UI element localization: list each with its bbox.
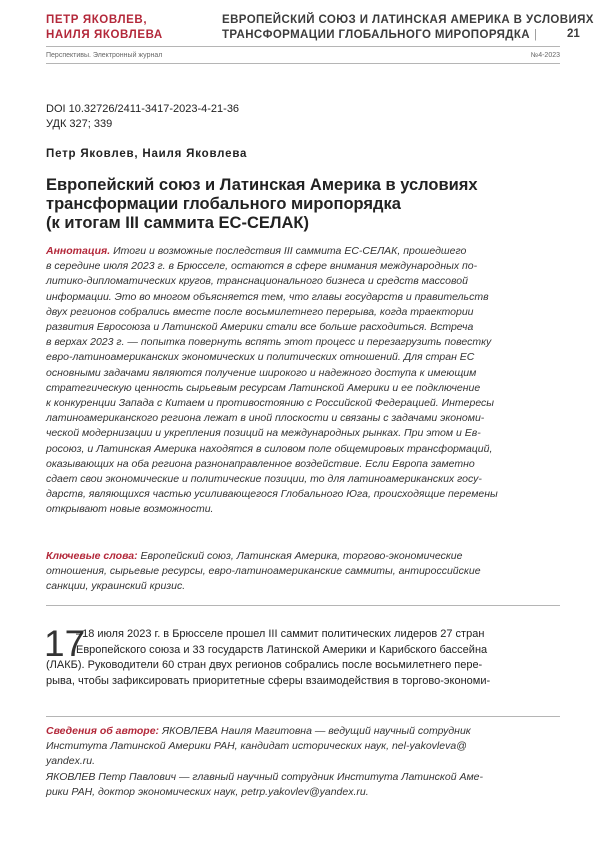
author-info-line: yandex.ru. xyxy=(46,755,96,768)
body-line: рыва, чтобы зафиксировать приоритетные сферы взаимодействия в торгово-экономи- xyxy=(46,674,491,687)
abstract-line: евро-латиноамериканских экономических и политических отношений. Для стран ЕС xyxy=(46,351,475,364)
header-separator: | xyxy=(534,29,538,41)
abstract-first-line: Итоги и возможные последствия III саммита ЕС-СЕЛАК, прошедшего xyxy=(113,245,467,257)
abstract-line: развития Евросоюза и Латинской Америки стали все больше расходиться. Встреча xyxy=(46,321,474,334)
running-header-authors xyxy=(46,13,206,43)
abstract-line: латиноамериканского региона лежат в иной плоскости и связаны с задачами экономи- xyxy=(46,412,485,425)
page-number: 21 xyxy=(567,28,580,40)
footnote-rule xyxy=(46,716,560,717)
subheader-rule xyxy=(46,63,560,64)
abstract-line: росоюз, и Латинская Америка находятся в силовом поле общемировых трансформаций, xyxy=(46,442,493,455)
abstract-label: Аннотация. xyxy=(46,245,111,257)
abstract-line: оказывающих на оба региона разнонаправленное воздействие. Если Европа заметно xyxy=(46,457,475,470)
abstract-line: двух регионов собрались вместе после восьмилетнего перерыва, когда траектории xyxy=(46,305,474,318)
doi: DOI 10.32726/2411-3417-2023-4-21-36 xyxy=(46,103,240,115)
abstract-line: в верхах 2023 г. — попытка повернуть вспять этот процесс и перезагрузить повестку xyxy=(46,336,492,349)
author-info-first-line: ЯКОВЛЕВА Наиля Магитовна — ведущий научный сотрудник xyxy=(161,725,471,737)
title-line: (к итогам III саммита ЕС-СЕЛАК) xyxy=(46,214,309,232)
udc: УДК 327; 339 xyxy=(46,118,113,130)
author-info xyxy=(46,724,566,800)
abstract-line: в середине июля 2023 г. в Брюсселе, остаются в сфере внимания международных по- xyxy=(46,260,478,273)
title-line: Европейский союз и Латинская Америка в условиях xyxy=(46,176,478,194)
abstract xyxy=(46,244,566,518)
author-info-label: Сведения об авторе: xyxy=(46,725,160,737)
article-meta xyxy=(46,102,239,132)
author-info-line: Института Латинской Америки РАН, кандидат исторических наук, nel-yakovleva@ xyxy=(46,740,467,753)
keywords-line: отношения, сырьевые ресурсы, евро-латиноамериканские саммиты, антироссийские xyxy=(46,565,481,578)
header-title-line-2: ТРАНСФОРМАЦИИ ГЛОБАЛЬНОГО МИРОПОРЯДКА xyxy=(222,29,530,41)
article-authors: Петр Яковлев, Наиля Яковлева xyxy=(46,148,248,160)
abstract-line: открывают новые возможности. xyxy=(46,503,214,516)
header-author-1: ПЕТР ЯКОВЛЕВ, xyxy=(46,14,148,26)
drop-cap: 17 xyxy=(44,623,86,664)
title-line: трансформации глобального миропорядка xyxy=(46,195,401,213)
keywords xyxy=(46,549,566,595)
abstract-line: ческой модернизации и укрепления позиций на международных рынках. При этом и Ев- xyxy=(46,427,481,440)
body-line: Европейского союза и 33 государств Латинской Америки и Карибского бассейна xyxy=(76,643,488,656)
header-title-line-1: ЕВРОПЕЙСКИЙ СОЮЗ И ЛАТИНСКАЯ АМЕРИКА В УСЛОВИЯХ xyxy=(222,14,594,26)
abstract-line: стратегическую ценность сырьевым ресурсам Латинской Америки и ее подключение xyxy=(46,381,481,394)
abstract-line: информации. Это во многом объясняется тем, что главы государств и правительств xyxy=(46,290,489,303)
journal-name: Перспективы. Электронный журнал xyxy=(46,52,163,59)
issue-number: №4-2023 xyxy=(530,52,560,59)
body-line: –18 июля 2023 г. в Брюсселе прошел III саммит политических лидеров 27 стран xyxy=(76,628,485,640)
keywords-line: санкции, украинский кризис. xyxy=(46,580,186,593)
author-info-line: рики РАН, доктор экономических наук, petrp.yakovlev@yandex.ru. xyxy=(46,785,369,798)
keywords-first-line: Европейский союз, Латинская Америка, торгово-экономические xyxy=(140,550,463,562)
article-title xyxy=(46,176,556,233)
abstract-line: дарств, являющихся частью усиливающегося Глобального Юга, происходящие перемены xyxy=(46,488,498,501)
abstract-line: литико-дипломатических кругов, транснационального бизнеса и средств массовой xyxy=(46,275,468,288)
body-line: (ЛАКБ). Руководители 60 стран двух регионов собрались после восьмилетнего пере- xyxy=(46,659,483,671)
header-rule xyxy=(46,46,560,47)
abstract-line: основными задачами являются получение широкого и надежного доступа к имеющим xyxy=(46,366,477,379)
abstract-line: сдает свои экономические и политические позиции, то для латиноамериканских госу- xyxy=(46,473,482,486)
author-info-line: ЯКОВЛЕВ Петр Павлович — главный научный сотрудник Института Латинской Аме- xyxy=(46,770,483,783)
abstract-line: к конкуренции Запада с Китаем и противостоянию с Российской Федерацией. Интересы xyxy=(46,397,495,410)
body-text xyxy=(46,627,566,689)
header-author-2: НАИЛЯ ЯКОВЛЕВА xyxy=(46,29,163,41)
keywords-label: Ключевые слова: xyxy=(46,550,138,562)
section-rule xyxy=(46,605,560,606)
